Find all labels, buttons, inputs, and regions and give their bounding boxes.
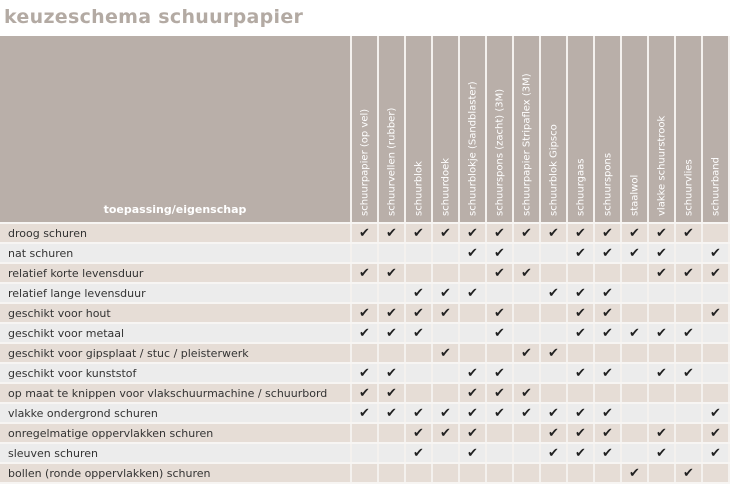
check-icon: ✔ [351,323,378,343]
empty-cell [540,263,567,283]
empty-cell [702,383,729,403]
empty-cell [675,243,702,263]
empty-cell [594,463,621,483]
check-icon: ✔ [351,403,378,423]
check-icon: ✔ [459,283,486,303]
empty-cell [648,403,675,423]
column-header [540,36,567,223]
empty-cell [459,463,486,483]
check-icon: ✔ [540,443,567,463]
empty-cell [594,263,621,283]
table-row [0,403,729,423]
column-header [675,36,702,223]
check-icon: ✔ [567,363,594,383]
table-row [0,223,729,243]
check-icon: ✔ [621,463,648,483]
table-row [0,283,729,303]
column-header-label: schuurdoek [440,157,451,216]
check-icon: ✔ [459,363,486,383]
row-label: bollen (ronde oppervlakken) schuren [0,463,351,483]
empty-cell [621,303,648,323]
check-icon: ✔ [432,303,459,323]
check-icon: ✔ [540,403,567,423]
empty-cell [648,303,675,323]
empty-cell [675,383,702,403]
empty-cell [567,343,594,363]
empty-cell [351,423,378,443]
check-icon: ✔ [513,223,540,243]
column-header-label: schuurband [710,157,721,216]
column-header [702,36,729,223]
empty-cell [405,463,432,483]
table-row [0,243,729,263]
empty-cell [621,423,648,443]
check-icon: ✔ [702,263,729,283]
row-label: nat schuren [0,243,351,263]
check-icon: ✔ [594,243,621,263]
table-row [0,383,729,403]
header-row [0,36,729,223]
empty-cell [432,363,459,383]
empty-cell [378,283,405,303]
check-icon: ✔ [675,463,702,483]
empty-cell [513,323,540,343]
empty-cell [378,423,405,443]
check-icon: ✔ [486,263,513,283]
column-header-label: schuurblok Gipsco [548,124,559,216]
check-icon: ✔ [432,403,459,423]
check-icon: ✔ [594,363,621,383]
empty-cell [459,263,486,283]
empty-cell [432,383,459,403]
empty-cell [459,303,486,323]
empty-cell [675,403,702,423]
check-icon: ✔ [648,423,675,443]
empty-cell [567,263,594,283]
empty-cell [675,283,702,303]
empty-cell [675,443,702,463]
check-icon: ✔ [405,443,432,463]
empty-cell [351,463,378,483]
empty-cell [351,343,378,363]
empty-cell [540,383,567,403]
check-icon: ✔ [702,403,729,423]
check-icon: ✔ [702,243,729,263]
check-icon: ✔ [378,323,405,343]
table-row [0,463,729,483]
empty-cell [567,463,594,483]
check-icon: ✔ [540,343,567,363]
empty-cell [675,303,702,323]
empty-cell [567,383,594,403]
empty-cell [702,343,729,363]
empty-cell [378,343,405,363]
row-label: vlakke ondergrond schuren [0,403,351,423]
empty-cell [513,443,540,463]
empty-cell [648,343,675,363]
column-header-label: schuurpapier (op vel) [359,108,370,216]
check-icon: ✔ [540,223,567,243]
table-row [0,443,729,463]
check-icon: ✔ [432,423,459,443]
check-icon: ✔ [486,383,513,403]
empty-cell [513,423,540,443]
check-icon: ✔ [378,383,405,403]
column-header [594,36,621,223]
column-header-label: schuurgaas [575,158,586,216]
column-header [567,36,594,223]
column-header [405,36,432,223]
empty-cell [594,343,621,363]
empty-cell [675,423,702,443]
empty-cell [648,463,675,483]
empty-cell [432,443,459,463]
check-icon: ✔ [459,223,486,243]
check-icon: ✔ [405,223,432,243]
empty-cell [351,243,378,263]
row-label: sleuven schuren [0,443,351,463]
check-icon: ✔ [675,363,702,383]
empty-cell [702,363,729,383]
empty-cell [486,283,513,303]
check-icon: ✔ [378,403,405,423]
empty-cell [351,443,378,463]
check-icon: ✔ [648,443,675,463]
empty-cell [702,323,729,343]
check-icon: ✔ [432,283,459,303]
check-icon: ✔ [513,383,540,403]
empty-cell [486,443,513,463]
empty-cell [513,363,540,383]
empty-cell [459,343,486,363]
check-icon: ✔ [351,303,378,323]
empty-cell [432,463,459,483]
check-icon: ✔ [486,323,513,343]
check-icon: ✔ [567,443,594,463]
table-row [0,363,729,383]
column-header-label: schuurvlies [683,159,694,216]
check-icon: ✔ [405,423,432,443]
empty-cell [675,343,702,363]
column-header [351,36,378,223]
empty-cell [540,243,567,263]
check-icon: ✔ [594,443,621,463]
empty-cell [432,243,459,263]
column-header-label: schuurvellen (rubber) [386,107,397,216]
empty-cell [405,263,432,283]
check-icon: ✔ [459,423,486,443]
check-icon: ✔ [594,303,621,323]
column-header-label: staalwol [629,174,640,216]
row-label: relatief korte levensduur [0,263,351,283]
empty-cell [513,463,540,483]
column-header-label: schuurblok [413,161,424,216]
empty-cell [513,303,540,323]
check-icon: ✔ [540,423,567,443]
empty-cell [351,283,378,303]
row-label: op maat te knippen voor vlakschuurmachine / schuurbord [0,383,351,403]
check-icon: ✔ [702,303,729,323]
empty-cell [621,443,648,463]
empty-cell [540,323,567,343]
check-icon: ✔ [567,223,594,243]
empty-cell [513,283,540,303]
empty-cell [405,343,432,363]
check-icon: ✔ [621,223,648,243]
check-icon: ✔ [486,223,513,243]
table-row [0,303,729,323]
check-icon: ✔ [405,323,432,343]
check-icon: ✔ [567,283,594,303]
check-icon: ✔ [351,383,378,403]
check-icon: ✔ [567,303,594,323]
check-icon: ✔ [378,303,405,323]
empty-cell [540,303,567,323]
column-header [648,36,675,223]
empty-cell [621,283,648,303]
check-icon: ✔ [567,403,594,423]
check-icon: ✔ [513,263,540,283]
row-label: onregelmatige oppervlakken schuren [0,423,351,443]
empty-cell [405,363,432,383]
check-icon: ✔ [486,243,513,263]
empty-cell [648,383,675,403]
check-icon: ✔ [648,363,675,383]
row-label: relatief lange levensduur [0,283,351,303]
check-icon: ✔ [513,343,540,363]
check-icon: ✔ [675,323,702,343]
empty-cell [405,383,432,403]
check-icon: ✔ [459,443,486,463]
empty-cell [621,383,648,403]
check-icon: ✔ [594,403,621,423]
check-icon: ✔ [702,423,729,443]
check-icon: ✔ [594,323,621,343]
empty-cell [486,343,513,363]
empty-cell [459,323,486,343]
check-icon: ✔ [405,303,432,323]
check-icon: ✔ [540,283,567,303]
check-icon: ✔ [594,423,621,443]
column-header [486,36,513,223]
row-label: geschikt voor hout [0,303,351,323]
empty-cell [621,403,648,423]
check-icon: ✔ [621,323,648,343]
check-icon: ✔ [702,443,729,463]
check-icon: ✔ [405,283,432,303]
check-icon: ✔ [378,223,405,243]
check-icon: ✔ [351,363,378,383]
check-icon: ✔ [459,383,486,403]
empty-cell [540,363,567,383]
check-icon: ✔ [567,423,594,443]
column-header-label: schuurblokje (Sandblaster) [467,81,478,216]
check-icon: ✔ [459,403,486,423]
empty-cell [432,323,459,343]
check-icon: ✔ [648,263,675,283]
check-icon: ✔ [486,303,513,323]
check-icon: ✔ [351,263,378,283]
check-icon: ✔ [594,223,621,243]
check-icon: ✔ [648,243,675,263]
check-icon: ✔ [648,223,675,243]
column-header-label: schuurpapier Stripaflex (3M) [521,73,532,216]
empty-cell [378,443,405,463]
empty-cell [594,383,621,403]
table-row [0,343,729,363]
check-icon: ✔ [567,243,594,263]
empty-cell [621,263,648,283]
empty-cell [486,463,513,483]
row-label: geschikt voor kunststof [0,363,351,383]
check-icon: ✔ [594,283,621,303]
column-header [378,36,405,223]
sandpaper-selection-table [0,36,730,484]
empty-cell [378,243,405,263]
empty-cell [513,243,540,263]
empty-cell [621,363,648,383]
check-icon: ✔ [675,223,702,243]
check-icon: ✔ [432,223,459,243]
column-header-application: toepassing/eigenschap [0,36,351,223]
check-icon: ✔ [486,363,513,383]
page-title: keuzeschema schuurpapier [4,6,304,28]
empty-cell [702,223,729,243]
column-header [432,36,459,223]
check-icon: ✔ [405,403,432,423]
column-header-label: schuurspons [602,152,613,216]
check-icon: ✔ [459,243,486,263]
empty-cell [405,243,432,263]
check-icon: ✔ [351,223,378,243]
empty-cell [540,463,567,483]
check-icon: ✔ [648,323,675,343]
check-icon: ✔ [513,403,540,423]
empty-cell [702,463,729,483]
row-label: droog schuren [0,223,351,243]
column-header-label: vlakke schuurstrook [656,115,667,216]
table-row [0,323,729,343]
column-header [621,36,648,223]
empty-cell [486,423,513,443]
row-label: geschikt voor gipsplaat / stuc / pleisterwerk [0,343,351,363]
table-row [0,263,729,283]
row-label: geschikt voor metaal [0,323,351,343]
column-header-label: schuurspons (zacht) (3M) [494,88,505,216]
empty-cell [648,283,675,303]
empty-cell [432,263,459,283]
column-header [513,36,540,223]
check-icon: ✔ [432,343,459,363]
check-icon: ✔ [675,263,702,283]
empty-cell [378,463,405,483]
column-header [459,36,486,223]
table-row [0,423,729,443]
check-icon: ✔ [378,263,405,283]
check-icon: ✔ [567,323,594,343]
check-icon: ✔ [378,363,405,383]
empty-cell [702,283,729,303]
check-icon: ✔ [621,243,648,263]
check-icon: ✔ [486,403,513,423]
empty-cell [621,343,648,363]
